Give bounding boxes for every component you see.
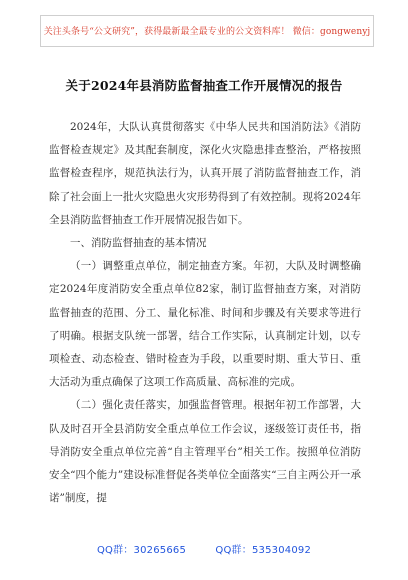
footer-qq2: QQ群：535304092 (215, 545, 312, 556)
section-heading: 一、消防监督抽查的基本情况 (70, 237, 207, 250)
paragraph-1: （一）调整重点单位，制定抽查方案。年初，大队及时调整确定2024年度消防安全重点单位82家，制订监督抽查方案，对消防监督抽查的范围、分工、量化标准、时间和步骤及有关要求等进行了明确。根据支队统一部署，结合工作实际，认真制定计划，以专项检查、动态检查、错时检查为手段，以重要时期、重大节日、重大活动为重点确保了这项工作高质量、高标准的完成。 (49, 260, 361, 389)
paragraph-2: （二）强化责任落实，加强监督管理。根据年初工作部署，大队及时召开全县消防安全重点单位工作会议，逐级签订责任书，指导消防安全重点单位完善“自主管理平台”相关工作。按照单位消防安全“四个能力”建设标准督促各类单位全面落实“三自主两公开一承诺”制度，提 (49, 399, 361, 505)
footer (0, 541, 408, 556)
header-banner (40, 15, 374, 47)
document-body (49, 116, 361, 510)
footer-qq1: QQ群：30265665 (96, 545, 187, 556)
document-title: 关于2024年县消防监督抽查工作开展情况的报告 (65, 78, 343, 93)
banner-text: 关注头条号“公文研究”，获得最新最全最专业的公文资料库！ 微信：gongwenyj (43, 27, 371, 37)
paragraph-intro: 2024年，大队认真贯彻落实《中华人民共和国消防法》《消防监督检查规定》及其配套制度，深化火灾隐患排查整治，严格按照监督检查程序，规范执法行为，认真开展了消防监督抽查工作，消除了社会面上一批火灾隐患火灾形势得到了有效控制。现将2024年全县消防监督抽查工作开展情况报告如下。 (49, 121, 361, 226)
